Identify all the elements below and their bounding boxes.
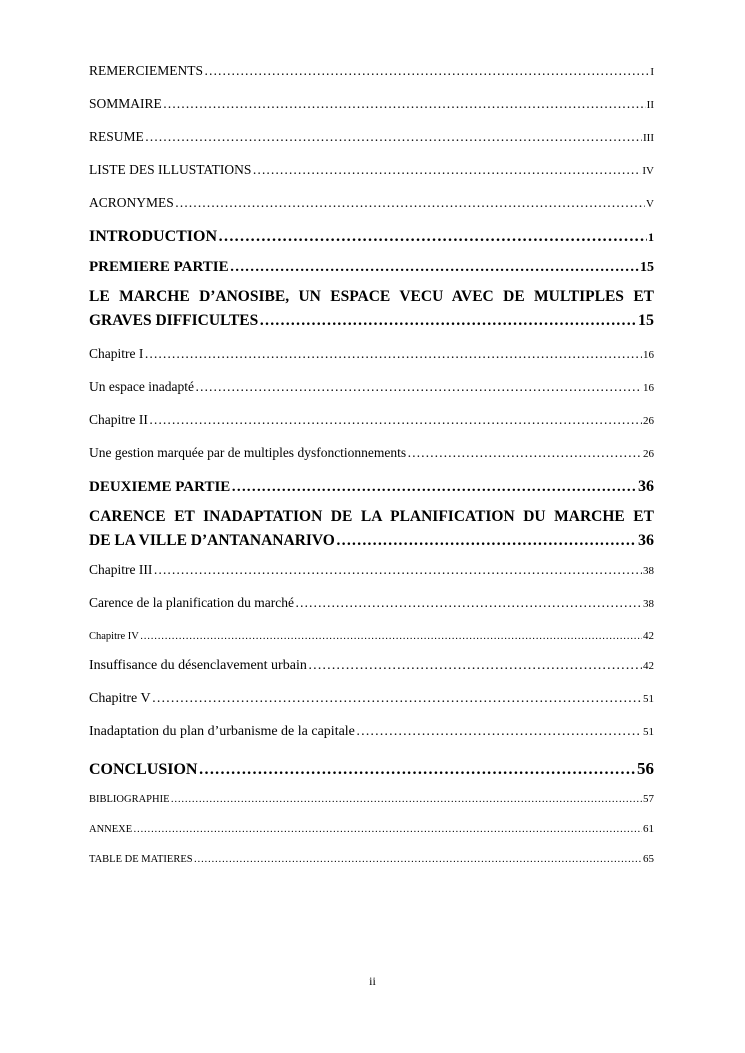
dot-leader: [175, 192, 645, 214]
toc-entry-premiere-partie-title: [89, 285, 654, 333]
toc-entry-sommaire: [89, 93, 654, 126]
toc-entry-chapitre-3-title: [89, 592, 654, 625]
toc-entry-label: ANNEXE: [89, 824, 133, 835]
dot-leader: [171, 789, 643, 811]
toc-entry-page: IV: [642, 165, 654, 177]
dot-leader: [145, 126, 642, 148]
toc-entry-label-line1: LE MARCHE D’ANOSIBE, UN ESPACE VECU AVEC DE MULTIPLES ET: [89, 288, 654, 305]
toc-entry-premiere-partie: [89, 255, 654, 285]
dot-leader: [133, 819, 642, 841]
toc-entry-chapitre-2-title: [89, 442, 654, 475]
toc-entry-introduction: [89, 225, 654, 255]
toc-entry-page: 26: [643, 415, 654, 427]
toc-entry-label: Chapitre IV: [89, 631, 139, 642]
toc-entry-page: 42: [643, 660, 654, 672]
toc-entry-label: ACRONYMES: [89, 195, 174, 210]
toc-entry-label: LISTE DES ILLUSTATIONS: [89, 162, 252, 177]
toc-entry-label: INTRODUCTION: [89, 228, 218, 245]
toc-entry-page: 65: [643, 853, 654, 865]
dot-leader: [195, 376, 642, 398]
dot-leader: [204, 60, 649, 82]
toc-entry-page: 42: [643, 630, 654, 642]
dot-leader: [252, 159, 641, 181]
toc-entry-page: V: [646, 198, 654, 210]
dot-leader: [407, 442, 642, 464]
toc-entry-label: PREMIERE PARTIE: [89, 259, 229, 275]
dot-leader: [231, 475, 637, 499]
toc-entry-label: Une gestion marquée par de multiples dysfonctionnements: [89, 445, 407, 460]
dot-leader: [144, 343, 642, 365]
toc-entry-label: Chapitre III: [89, 562, 153, 577]
dot-leader: [194, 849, 642, 871]
toc-entry-page: 57: [643, 793, 654, 805]
dot-leader: [259, 309, 637, 333]
toc-entry-annexe: [89, 818, 654, 848]
toc-entry-label: REMERCIEMENTS: [89, 63, 204, 78]
toc-entry-page: 15: [640, 260, 654, 275]
toc-entry-page: 56: [637, 759, 654, 778]
dot-leader: [152, 688, 642, 710]
toc-entry-label: RESUME: [89, 129, 144, 144]
toc-entry-remerciements: [89, 60, 654, 93]
toc-entry-page: 26: [643, 448, 654, 460]
toc-entry-chapitre-4: [89, 625, 654, 655]
toc-entry-page: 16: [643, 349, 654, 361]
dot-leader: [198, 755, 636, 785]
toc-entry-page: 16: [643, 382, 654, 394]
dot-leader: [295, 592, 642, 614]
toc-entry-label: Chapitre II: [89, 412, 148, 427]
toc-entry-deuxieme-partie: [89, 475, 654, 505]
toc-entry-page: 1: [648, 230, 654, 244]
dot-leader: [140, 626, 642, 648]
toc-entry-page: 51: [643, 693, 654, 705]
toc-entry-chapitre-5-title: [89, 721, 654, 754]
dot-leader: [149, 409, 642, 431]
toc-entry-acronymes: [89, 192, 654, 225]
toc-entry-illustrations: [89, 159, 654, 192]
toc-entry-line2: [89, 529, 654, 553]
toc-entry-deuxieme-partie-title: [89, 505, 654, 553]
toc-entry-page: 36: [638, 532, 654, 549]
toc-entry-label: CONCLUSION: [89, 761, 198, 778]
toc-entry-page: II: [646, 99, 654, 111]
dot-leader: [356, 721, 642, 743]
dot-leader: [230, 255, 639, 279]
toc-entry-label: Chapitre I: [89, 346, 144, 361]
dot-leader: [153, 559, 642, 581]
toc-entry-label-line1: CARENCE ET INADAPTATION DE LA PLANIFICATION DU MARCHE ET: [89, 508, 654, 525]
toc-entry-resume: [89, 126, 654, 159]
toc-entry-page: I: [650, 66, 654, 78]
toc-entry-page: 36: [638, 478, 654, 495]
toc-entry-chapitre-3: [89, 559, 654, 592]
dot-leader: [308, 655, 642, 677]
toc-entry-conclusion: [89, 754, 654, 788]
toc-entry-line2: [89, 309, 654, 333]
toc-entry-label: Un espace inadapté: [89, 379, 194, 394]
toc-entry-chapitre-5: [89, 688, 654, 721]
toc-entry-label: SOMMAIRE: [89, 96, 162, 111]
toc-entry-label: Inadaptation du plan d’urbanisme de la capitale: [89, 724, 355, 739]
toc-entry-bibliographie: [89, 788, 654, 818]
toc-entry-chapitre-1-title: [89, 376, 654, 409]
toc-entry-label: BIBLIOGRAPHIE: [89, 794, 170, 805]
dot-leader: [218, 225, 647, 249]
toc-entry-page: 15: [638, 312, 654, 329]
toc-entry-label: Carence de la planification du marché: [89, 595, 295, 610]
toc-entry-page: 38: [643, 598, 654, 610]
table-of-contents: [89, 60, 654, 878]
toc-entry-label-line2: GRAVES DIFFICULTES: [89, 312, 259, 329]
toc-entry-page: 51: [643, 726, 654, 738]
page-number: ii: [369, 974, 376, 988]
toc-entry-chapitre-4-title: [89, 655, 654, 688]
toc-entry-label-line2: DE LA VILLE D’ANTANANARIVO: [89, 532, 335, 549]
toc-entry-label: Insuffisance du désenclavement urbain: [89, 658, 307, 673]
dot-leader: [336, 529, 637, 553]
toc-entry-table-de-matieres: [89, 848, 654, 878]
toc-entry-chapitre-1: [89, 343, 654, 376]
toc-entry-label: Chapitre V: [89, 691, 151, 706]
toc-entry-label: TABLE DE MATIERES: [89, 854, 193, 865]
dot-leader: [163, 93, 646, 115]
toc-entry-page: 61: [643, 823, 654, 835]
toc-entry-page: III: [643, 132, 654, 144]
toc-entry-label: DEUXIEME PARTIE: [89, 479, 231, 495]
toc-entry-page: 38: [643, 565, 654, 577]
toc-entry-chapitre-2: [89, 409, 654, 442]
